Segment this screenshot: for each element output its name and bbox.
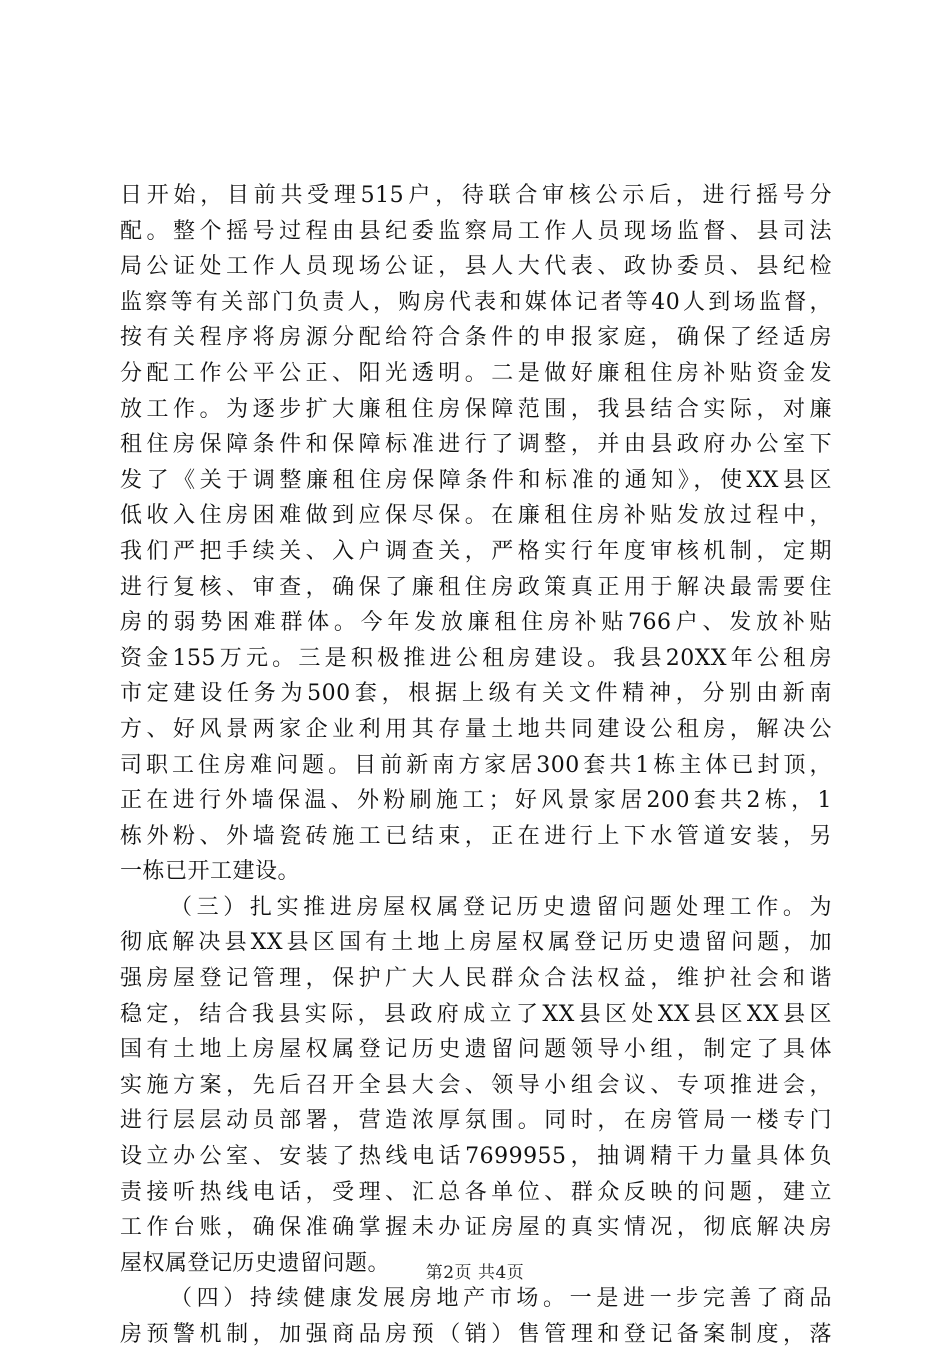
text-line: 强房屋登记管理，保护广大人民群众合法权益，维护社会和谐 [120,966,832,992]
text-line: 实施方案，先后召开全县大会、领导小组会议、专项推进会， [120,1072,832,1098]
text-line: 发了《关于调整廉租住房保障条件和标准的通知》，使XX县区 [120,467,832,493]
text-line: 方、好风景两家企业利用其存量土地共同建设公租房，解决公 [120,716,832,742]
text-line: 我们严把手续关、入户调查关，严格实行年度审核机制，定期 [120,538,832,564]
text-line: 日开始，目前共受理515户，待联合审核公示后，进行摇号分 [120,183,832,208]
text-line: 局公证处工作人员现场公证，县人大代表、政协委员、县纪检 [120,254,832,280]
text-line: 一栋已开工建设。 [120,859,301,885]
text-line: 房预警机制，加强商品房预（销）售管理和登记备案制度，落 [120,1322,832,1347]
text-line: （四）持续健康发展房地产市场。一是进一步完善了商品 [170,1286,832,1312]
text-line: 配。整个摇号过程由县纪委监察局工作人员现场监督、县司法 [120,218,832,244]
text-line: 分配工作公平公正、阳光透明。二是做好廉租住房补贴资金发 [120,360,832,386]
text-line: 彻底解决县XX县区国有土地上房屋权属登记历史遗留问题，加 [120,930,832,956]
text-line: 按有关程序将房源分配给符合条件的申报家庭，确保了经适房 [120,325,832,351]
text-line: 房的弱势困难群体。今年发放廉租住房补贴766户、发放补贴 [120,610,832,636]
text-line: 监察等有关部门负责人，购房代表和媒体记者等40人到场监督， [120,289,832,315]
text-line: 屋权属登记历史遗留问题。 [120,1250,391,1276]
text-line: 市定建设任务为500套，根据上级有关文件精神，分别由新南 [120,681,832,707]
text-line: 稳定，结合我县实际，县政府成立了XX县区处XX县区XX县区 [120,1001,832,1027]
text-line: 资金155万元。三是积极推进公租房建设。我县20XX年公租房 [120,645,832,671]
text-line: 低收入住房困难做到应保尽保。在廉租住房补贴发放过程中， [120,503,832,529]
page-footer: 第2页 共4页 [425,1263,525,1283]
text-line: 设立办公室、安装了热线电话7699955，抽调精干力量具体负 [120,1144,832,1170]
text-line: 国有土地上房屋权属登记历史遗留问题领导小组，制定了具体 [120,1037,832,1063]
document-body [120,178,832,1353]
text-line: 责接听热线电话，受理、汇总各单位、群众反映的问题，建立 [120,1179,832,1205]
text-line: 租住房保障条件和保障标准进行了调整，并由县政府办公室下 [120,432,832,458]
text-line: 正在进行外墙保温、外粉刷施工；好风景家居200套共2栋，1 [120,788,832,814]
text-line: （三）扎实推进房屋权属登记历史遗留问题处理工作。为 [170,894,832,920]
text-line: 栋外粉、外墙瓷砖施工已结束，正在进行上下水管道安装，另 [120,823,832,849]
text-line: 进行复核、审查，确保了廉租住房政策真正用于解决最需要住 [120,574,832,600]
text-line: 放工作。为逐步扩大廉租住房保障范围，我县结合实际，对廉 [120,396,832,422]
text-line: 司职工住房难问题。目前新南方家居300套共1栋主体已封顶， [120,752,832,778]
text-line: 进行层层动员部署，营造浓厚氛围。同时，在房管局一楼专门 [120,1108,832,1134]
text-line: 工作台账，确保准确掌握未办证房屋的真实情况，彻底解决房 [120,1215,832,1241]
